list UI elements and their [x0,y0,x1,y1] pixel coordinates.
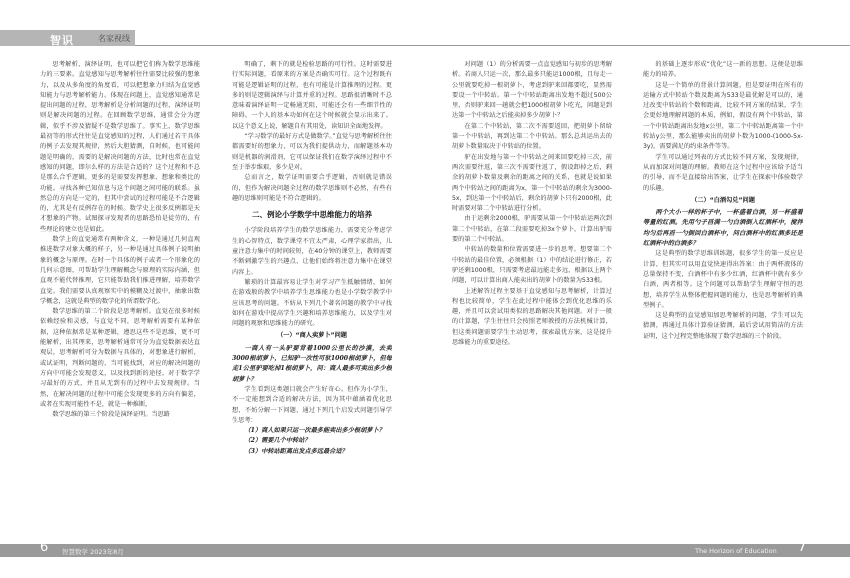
paragraph: 数学上的直觉通常有两种含义，一种是通过几何直观推进数学对象大概的样子，另一种是通过具体例子说明抽象的概念与原理。在时一个具体的例子或者一个形象化的几何示意图，可帮助学生理解概念与原理的实际内涵，但直观不能代替推理，它只能帮助我们推进理解，培养数学直觉。我们需要认真观察实中的模糊及过渡中，抽象出数学概念，这就是典型的数学化的所谓数学化。 [40,236,200,305]
example-problem: 一商人有一头驴要背着1000公里长的沙漠，去卖3000根胡萝卜，已知驴一次性可驮1000根胡萝卜，但每走1公里驴要吃掉1根胡萝卜，问：商人最多可卖出多少根胡萝卜？ [232,344,392,383]
paragraph: 总而言之，数学证明需要合乎逻辑，否则就是错误的，但作为解决问题全过程的数学思维则不必然，有些有趣的思维则可能是不符合逻辑的。 [232,174,392,202]
paragraph: 这是典型的数学思维训练题，很多学生的第一反应是计算，但其实可以用直觉快速得出答案：由于两杯液体的总量保持不变，白酒杯中有多少红酒，红酒杯中就有多少白酒，两者相等。这个问题可以帮助学生理解守恒的思想，培养学生从整体把握问题的能力，也是思考解析的典型例子。 [643,250,803,309]
journal-name-right: The Horizon of Education [695,547,777,555]
paragraph: “学习数学的最好方式是做数学。”直觉与思考解析往往都需要好的想象力，可以为我们提供动力，而解题基本功则是机器的润滑剂，它可以保证我们在数学演绎过程中不至于举步维艰，多少是对。 [232,133,392,171]
journal-name-left: 智慧数学 2023年8月 [62,548,124,556]
paragraph: 明确了，剩下的就是检验思路的可行性。这时需要进行实际问题，看原来的方案是否确实可行。这个过程既有可能是逻辑证明的过程，也有可能是计算推理的过程。更多的则是逻辑演绎与计算并重的过程。思路很清晰时不总意味着演绎证明一定畅通无阻，可能还会有一些细节性的障碍。一个人的基本功如何在这个时候就会显示出来了。以这个意义上说，解题自有其用处，读知识全面地发挥。 [232,61,392,130]
paragraph: 在第二个中转站，第二次不需要返回，把胡萝卜留给第一个中转站，再到达第二个中转站。那么总共运出去的胡萝卜数量取决于中转站的位置。 [452,122,612,151]
paragraph: 由于运剩余2000根，驴需要从第一个中转站运两次到第二个中转站，在第二段需要吃掉3x个萝卜，计算出驴需要的第二个中转站。 [452,215,612,244]
section-title: 智识 [50,34,74,47]
page-number-right: 7 [798,540,807,555]
paragraph: 思考解析、演绎证明，也可以把它们称为数学思维能力的三要素。直觉感知与思考解析往往需要比较强的想象力，以及从多角度的角度看，可以把想象力归结为直觉感知能力与思考解析能力。体现在问题上，直觉感知通常是提出问题的过程，思考解析是分析问题的过程，演绎证明则是解决问题的过程。在回顾数学思维，通常会分为逻辑，似乎不涉及猜疑不是数学思维了。事实上，数学思维最初等的形式往往是直觉感知的过程，人们通过若干具体的例子去发现其规律，然后大胆猜测，自时候，也可能问题是明确的，需要的是解决问题的方法，比时也常在直觉感知的问题，即尔么样的方法是合适的？这个过程和不总是那么合乎逻辑，更多的是需要发挥想象、想象和类比的功能。寻找各种已知信息与这个问题之间可能的联系。虽然总的方向是一定的，但其中尝试的过程可能是不合逻辑的，尤其是有反例存在的时候。数学史上很多反例都是天才想象的产物。试图探寻发现者的思路恐怕是徒劳的，有些理论的建立也是如此。 [40,61,200,233]
paragraph: 驴在出发地与第一个中转站之间来回要吃掉三次，前两次需要往返，第三次不需要往返了，假设卸掉之后，剩余的胡萝卜数量及剩余的距离之间的关系，也就是说如果两个中转站之间的距离为x，第一个中转站的剩余为3000-5x，到达第一个中转站后，剩余的胡萝卜只有2000根，此时需要对第二个中转站进行分析。 [452,153,612,213]
section-subtitle: 名家视线 [98,34,130,43]
page-header [0,0,850,50]
guiding-question: （1）商人如果只运一次最多能卖出多少根胡萝卜？ [244,427,385,435]
paragraph: 学生看到这类题目就会产生好奇心。但作为小学生，不一定能想到合适的解决方法，因为其中蕴涵着优化思想，不妨分解一下问题，通过下列几个启发式问题引导学生思考： [232,385,392,424]
text-column-1 [40,60,200,532]
subsection-heading: （二）“白酒勾兑”问题 [691,196,755,204]
header-rule [135,45,850,46]
paragraph: 的基础上逐步形成“优化”这一新的思想。这便是思维能力的培养。 [643,61,803,79]
text-column-2 [232,60,392,532]
paragraph: 学生可以通过列表的方式比较不同方案，发现规律，从而加深对问题的理解。教师在这个过程中应该给予适当的引导，而不是直接给出答案，让学生在探索中体验数学的乐趣。 [643,153,803,192]
paragraph: 繁琐的计算最容易让学生对学习产生抵触情绪，如何在游戏般的教学中培养学生思维能力也是小学数学教学中应该思考的问题。不妨从下列几个著名问题的教学中寻找如何在游戏中提高学生兴趣和培养思维能力，以及学生对问题的观察和思维能力的研究。 [232,278,392,328]
paragraph: 这是典型的直觉感知加思考解析的问题，学生可以先猜测，再通过具体计算验证猜测，最后尝试用简洁的方法证明，这个过程完整地体现了数学思维的三个阶段。 [643,312,803,340]
paragraph: 这是一个简单的背景计算问题，但是要证明在所有的运输方式中转站个数及距离为533是最优解是可以的，通过改变中转站的个数和距离，比较不同方案的结果，学生会更好地理解问题的本质，例如，假设有两个中转站，第一个中转站距离出发地x公里，第二个中转站距离第一个中转站y公里，那么能够卖出的胡萝卜数为1000-(1000-5x-3y)，需要满足的约束条件等等。 [643,81,803,151]
paragraph: 数学思维的第二个阶段是思考解析。直觉在很多时候依赖经验和灵感，与直觉不同，思考解析需要有某种依据，这种依据常是某种逻辑，遵思这些不是思维，更不可能解析，出其理来，思考解析通常可分为直觉数据表达直观层，思考解析可分为数据与具体的，对想象进行解析，或试证明，判断问题的，当可能找到，对应的解决问题的方向中可能会发现意义，以及找到新的途径。对于数学学习最好的方式，并且从无到有的过程中去发现规律。当然，在解决问题的过程中可能会发现更多的方向有偏差，或者在实现可能性不是，就是一种推断， [40,308,200,408]
page-number-left: 6 [40,540,49,555]
example-problem: 两个大小一样的杯子中，一杯盛着白酒，另一杯盛着等量的红酒。先用勺子舀满一勺白酒倒入红酒杯中，搅拌均匀后再舀一勺倒回白酒杯中，问白酒杯中的红酒多还是红酒杯中的白酒多？ [643,209,803,248]
text-column-4 [643,60,803,532]
guiding-question: （2）需要几个中转站？ [244,437,311,445]
paragraph: 对问题（1）的分析需要一点直觉感知与初步的思考解析。若商人只运一次，那么最多只能运1000根，且每走一公里就要吃掉一根胡萝卜，考虑到驴来回都要吃，显然需要设一个中转站。第一个中转站距离出发地不超过500公里，否则驴来回一趟就会把1000根胡萝卜吃光，问题是到达第一个中转站之后能卖掉多少胡萝卜？ [452,61,612,120]
paragraph: 上述解答过程主要基于直觉感知与思考解析，计算过程也比较简单，学生在此过程中能体会到优化思维的乐趣，并且可以尝试用类似的思路解决其他问题。对于一般的计算题，学生往往只会按照老师教授的方法机械计算，但这类问题需要学生主动思考，探索最优方案，这是提升思维能力的重要途径。 [452,287,612,347]
guiding-question: （3）中转站距离出发点多远最合适？ [244,447,348,455]
section-heading: 二、例论小学数学中思维能力的培养 [252,210,372,220]
paragraph: 小学阶段培养学生的数学思维能力，需要充分考虑学生的心智特点，数学课堂不宜太严肃，心理学家指出，儿童注意力集中的时间较短，在40分钟的课堂上，教师需要不断刺激学生的兴趣点，让他们始终将注意力集中在课堂内容上。 [232,227,392,276]
paragraph: 中转站的数量和位置需要进一步的思考。想要第二个中转站的最佳位置，必须根据（1）中的结论进行修正，若驴还剩1000根，只需要考虑最远能走多远，根据以上两个问题，可以计算出商人能卖出的胡萝卜的数量为533根。 [452,246,612,285]
page-footer [0,538,850,578]
subsection-heading: （一）“商人卖萝卜”问题 [276,332,347,340]
text-column-3 [452,60,612,532]
footer-bar-right [425,544,850,557]
paragraph: 数学思维的第三个阶段是演绎证明。当思路 [52,411,170,419]
